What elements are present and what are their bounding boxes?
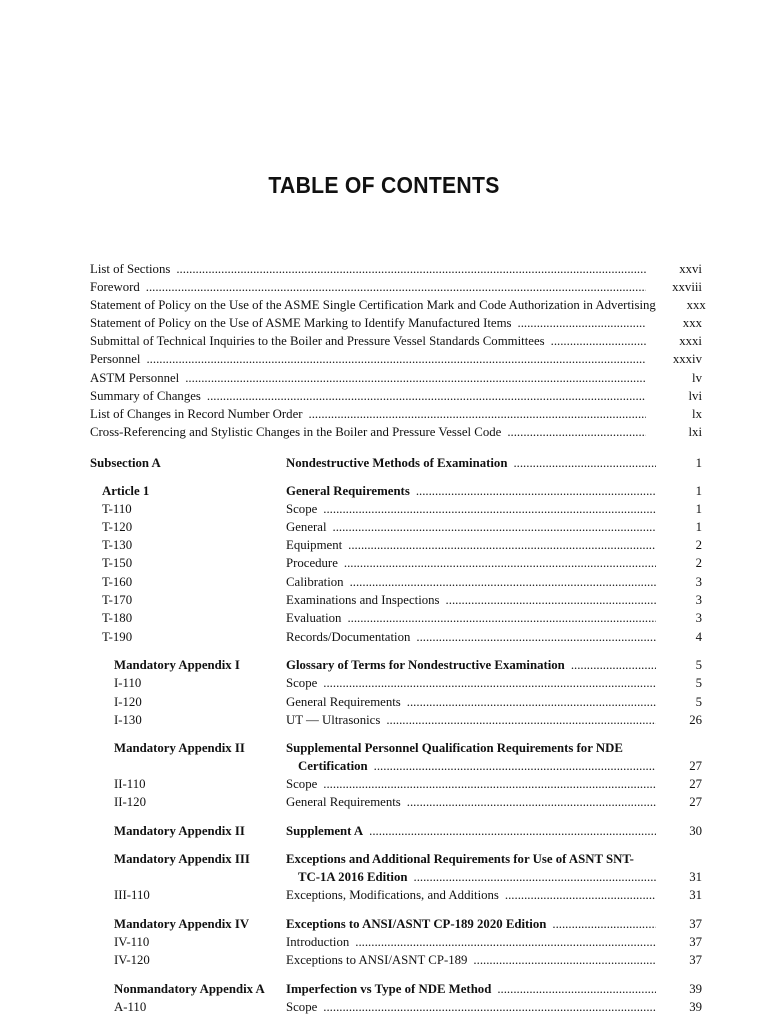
toc-entry[interactable]	[90, 280, 702, 298]
page-number: 3	[695, 575, 702, 589]
entry-title: List of Sections	[90, 262, 171, 276]
entry-label: IV-120	[114, 953, 150, 967]
page-number: 5	[695, 695, 702, 709]
dot-leader	[473, 953, 656, 968]
page-number: 3	[695, 611, 702, 625]
dot-leader	[323, 502, 656, 517]
dot-leader	[176, 262, 646, 277]
dot-leader	[146, 352, 646, 367]
toc-entry[interactable]	[0, 630, 768, 648]
dot-leader	[386, 713, 656, 728]
toc-entry[interactable]	[90, 407, 702, 425]
entry-title: Nondestructive Methods of Examination	[286, 456, 508, 470]
entry-title: Summary of Changes	[90, 388, 201, 403]
toc-entry[interactable]	[0, 456, 768, 474]
entry-title: Foreword	[90, 280, 140, 295]
page-number: xxxi	[679, 334, 702, 349]
toc-entry[interactable]	[0, 611, 768, 629]
entry-title: Cross-Referencing and Stylistic Changes in the Boiler and Pressure Vessel Code	[90, 424, 502, 439]
page-number: xxxiv	[672, 352, 702, 367]
toc-entry[interactable]	[0, 888, 768, 906]
entry-title: UT — Ultrasonics	[286, 713, 381, 727]
toc-entry[interactable]	[0, 593, 768, 611]
page-number: 27	[689, 759, 702, 773]
page-number: 37	[689, 917, 702, 931]
page-number: xxvi	[679, 262, 702, 276]
entry-title: Introduction	[286, 935, 350, 949]
entry-title: Exceptions to ANSI/ASNT CP-189 2020 Edition	[286, 917, 547, 931]
dot-leader	[185, 371, 646, 386]
page-number: 39	[689, 982, 702, 996]
entry-label: T-150	[102, 556, 133, 570]
entry-title-continued: TC-1A 2016 Edition	[298, 870, 408, 884]
dot-leader	[414, 870, 656, 885]
dot-leader	[374, 759, 656, 774]
page-number: 1	[695, 502, 702, 516]
dot-leader	[446, 593, 656, 608]
toc-entry[interactable]	[0, 741, 768, 773]
toc-entry[interactable]	[0, 713, 768, 731]
entry-label: I-120	[114, 695, 142, 709]
entry-title: Personnel	[90, 352, 141, 367]
page-number: lx	[692, 406, 702, 421]
toc-entry[interactable]	[0, 695, 768, 713]
entry-label: II-120	[114, 795, 146, 809]
entry-label: Subsection A	[90, 456, 161, 470]
entry-title: General Requirements	[286, 484, 410, 498]
entry-title: Procedure	[286, 556, 338, 570]
dot-leader	[355, 935, 656, 950]
entry-label: T-170	[102, 593, 133, 607]
page-number: 27	[689, 777, 702, 791]
entry-title: Statement of Policy on the Use of the ASME Single Certification Mark and Code Authorization in Advertising	[90, 298, 656, 313]
entry-label: T-110	[102, 502, 132, 516]
page-number: 37	[689, 953, 702, 967]
toc-entry[interactable]	[90, 425, 702, 443]
dot-leader	[309, 407, 646, 422]
entry-title: General	[286, 520, 327, 534]
entry-title: Imperfection vs Type of NDE Method	[286, 982, 492, 996]
entry-title: Equipment	[286, 538, 343, 552]
entry-label: Article 1	[102, 484, 150, 498]
entry-label: IV-110	[114, 935, 150, 949]
entry-label: I-110	[114, 676, 142, 690]
page-number: 27	[689, 795, 702, 809]
toc-entry[interactable]	[0, 502, 768, 520]
page-number: xxx	[682, 316, 702, 331]
dot-leader	[348, 538, 656, 553]
page-number: 1	[695, 484, 702, 498]
entry-label: III-110	[114, 888, 150, 902]
entry-label: Mandatory Appendix II	[114, 741, 245, 755]
toc-entry[interactable]	[90, 316, 702, 334]
entry-title: Glossary of Terms for Nondestructive Examination	[286, 658, 565, 672]
toc-entry[interactable]	[0, 1000, 768, 1018]
toc-entry[interactable]	[90, 298, 706, 316]
entry-title: General Requirements	[286, 795, 401, 809]
entry-title: Evaluation	[286, 611, 342, 625]
entry-label: Mandatory Appendix I	[114, 658, 240, 672]
dot-leader	[350, 575, 656, 590]
dot-leader	[518, 316, 646, 331]
page-number: lxi	[688, 424, 702, 439]
toc-entry[interactable]	[0, 575, 768, 593]
entry-title-continued: Certification	[298, 759, 368, 773]
toc-entry[interactable]	[0, 935, 768, 953]
dot-leader	[551, 334, 646, 349]
page-number: 2	[695, 538, 702, 552]
entry-title: Scope	[286, 777, 318, 791]
entry-label: Mandatory Appendix II	[114, 824, 245, 838]
page-number: 30	[689, 824, 702, 838]
toc-entry[interactable]	[0, 556, 768, 574]
dot-leader	[552, 917, 656, 932]
entry-label: A-110	[114, 1000, 147, 1014]
page-number: lv	[692, 370, 702, 385]
entry-title: Scope	[286, 676, 318, 690]
entry-title: Examinations and Inspections	[286, 593, 440, 607]
dot-leader	[505, 888, 656, 903]
page-number: 2	[695, 556, 702, 570]
dot-leader	[323, 676, 656, 691]
toc-entry[interactable]	[90, 334, 702, 352]
page-number: 1	[695, 520, 702, 534]
page-number: 4	[695, 630, 702, 644]
page-number: 37	[689, 935, 702, 949]
entry-label: T-130	[102, 538, 133, 552]
toc-entry[interactable]	[0, 852, 768, 884]
entry-title: Submittal of Technical Inquiries to the Boiler and Pressure Vessel Standards Committees	[90, 334, 545, 349]
dot-leader	[369, 824, 656, 839]
entry-title: Scope	[286, 502, 318, 516]
page-number: 5	[695, 676, 702, 690]
toc-entry[interactable]	[0, 520, 768, 538]
toc-entry[interactable]	[0, 676, 768, 694]
entry-title: Scope	[286, 1000, 318, 1014]
dot-leader	[344, 556, 656, 571]
entry-title: List of Changes in Record Number Order	[90, 406, 303, 421]
toc-entry[interactable]	[0, 484, 768, 502]
page-number: xxx	[686, 298, 706, 313]
dot-leader	[207, 389, 646, 404]
entry-label: Nonmandatory Appendix A	[114, 982, 265, 996]
page-number: xxviii	[672, 280, 702, 295]
entry-title: Calibration	[286, 575, 344, 589]
toc-entry[interactable]	[0, 777, 768, 795]
entry-title: Supplement A	[286, 824, 364, 838]
entry-label: Mandatory Appendix IV	[114, 917, 250, 931]
toc-entry[interactable]	[90, 371, 702, 389]
toc-entry[interactable]	[90, 389, 702, 407]
front-matter-list	[90, 262, 706, 443]
dot-leader	[507, 425, 646, 440]
toc-entry[interactable]	[0, 658, 768, 676]
entry-title: Exceptions to ANSI/ASNT CP-189	[286, 953, 468, 967]
entry-label: T-120	[102, 520, 133, 534]
page-number: 1	[695, 456, 702, 470]
dot-leader	[407, 795, 656, 810]
toc-entry[interactable]	[0, 824, 768, 842]
page-number: 26	[689, 713, 702, 727]
page-number: 31	[689, 888, 702, 902]
entry-label: I-130	[114, 713, 142, 727]
page-number: 39	[689, 1000, 702, 1014]
entry-title: Statement of Policy on the Use of ASME Marking to Identify Manufactured Items	[90, 316, 512, 331]
entry-label: T-180	[102, 611, 133, 625]
dot-leader	[333, 520, 657, 535]
toc-entry[interactable]	[0, 982, 768, 1000]
dot-leader	[347, 611, 656, 626]
entry-title: ASTM Personnel	[90, 370, 180, 385]
dot-leader	[323, 1000, 656, 1015]
toc-entry[interactable]	[0, 538, 768, 556]
entry-label: II-110	[114, 777, 146, 791]
dot-leader	[513, 456, 656, 471]
page-title: TABLE OF CONTENTS	[268, 172, 500, 198]
dot-leader	[146, 280, 646, 295]
entry-label: Mandatory Appendix III	[114, 852, 250, 866]
entry-title: Exceptions and Additional Requirements for Use of ASNT SNT-	[286, 852, 634, 866]
toc-entry[interactable]	[90, 352, 702, 370]
page-number: lvi	[688, 388, 702, 403]
entry-title: General Requirements	[286, 695, 401, 709]
entry-title: Exceptions, Modifications, and Additions	[286, 888, 499, 902]
toc-entry[interactable]	[0, 795, 768, 813]
dot-leader	[416, 630, 656, 645]
entry-label: T-160	[102, 575, 133, 589]
toc-entry[interactable]	[0, 917, 768, 935]
dot-leader	[407, 695, 656, 710]
entry-title: Supplemental Personnel Qualification Requirements for NDE	[286, 741, 623, 755]
dot-leader	[416, 484, 656, 499]
dot-leader	[497, 982, 656, 997]
dot-leader	[323, 777, 656, 792]
entry-title: Records/Documentation	[286, 630, 411, 644]
page-number: 3	[695, 593, 702, 607]
page-number: 5	[695, 658, 702, 672]
toc-entry[interactable]	[90, 262, 702, 280]
entry-label: T-190	[102, 630, 133, 644]
toc-entry[interactable]	[0, 953, 768, 971]
dot-leader	[571, 658, 656, 673]
page-number: 31	[689, 870, 702, 884]
